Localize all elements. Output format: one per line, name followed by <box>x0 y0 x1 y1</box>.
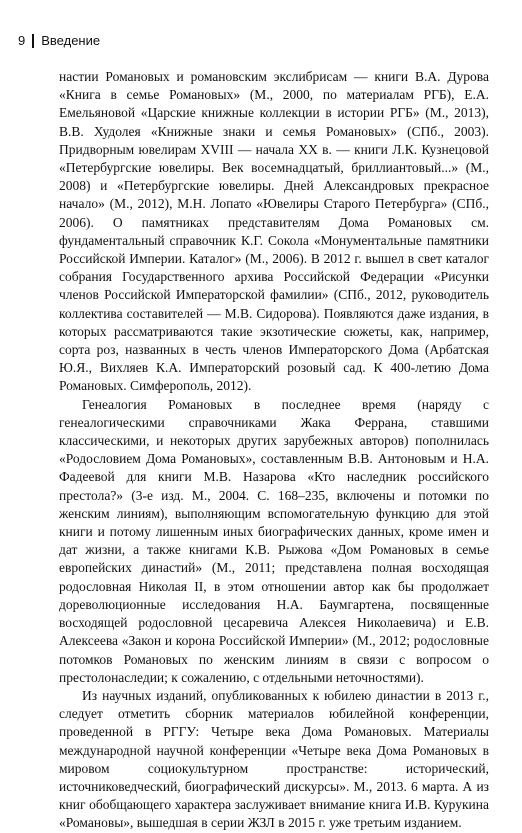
page-number: 9 <box>18 33 26 48</box>
body-text <box>59 68 489 833</box>
paragraph-scholarly-editions: Из научных изданий, опубликованных к юбилею династии в 2013 г., следует отметить сборник материалов юбилейной конференции, проведенной в РГГУ: Четыре века Дома Романовых. Материалы международной научной конференции «Четыре века Дома Романовых в мировом социокультурном пространстве: исторический, источниковедческий, биографический дискурсы». М., 2013. 6 марта. А из книг обобщающего характера заслуживает внимание книга И.В. Курукина «Романовы», вышедшая в серии ЖЗЛ в 2015 г. уже третьим изданием. <box>59 687 489 831</box>
header-separator <box>32 34 34 48</box>
paragraph-genealogy: Генеалогия Романовых в последнее время (наряду с генеалогическими справочниками Жака Феррана, ставшими классическими, и некоторых других зарубежных авторов) пополнилась «Родословием Дома Романовых», составленным В.В. Антоновым и Н.А. Фадеевой для книги М.В. Назарова «Кто наследник российского престола?» (3-е изд. М., 2004. С. 168–235, включены и потомки по женским линиям), выполняющим вспомогательную функцию для этой книги и потому лишенным иных биографических данных, кроме имен и дат жизни, а также книгами К.В. Рыжова «Дом Романовых в семье европейских династий» (М., 2011; представлена полная восходящая родословная Николая II, в этом отношении автор как бы продолжает дореволюционные исследования Н.А. Баумгартена, посвященные восходящей родословной цесаревича Алексея Николаевича) и Е.В. Алексеева «Закон и корона Российской Империи» (М., 2012; родословные потомков Романовых по женским линиям в связи с вопросом о престолонаследии; к сожалению, с отдельными неточностями). <box>59 396 489 685</box>
paragraph-continued: настии Романовых и романовским экслибрисам — книги В.А. Дурова «Книга в семье Романовых» (М., 2000, по материалам РГБ), Е.А. Емельяновой «Царские книжные коллекции в истории РГБ» (М., 2013), В.В. Худолея «Книжные знаки и семья Романовых» (СПб., 2003). Придворным ювелирам XVIII — начала XX в. — книги Л.К. Кузнецовой «Петербургские ювелиры. Век восемнадцатый, бриллиантовый...» (М., 2008) и «Петербургские ювелиры. Дней Александровых прекрасное начало» (М., 2012), М.Н. Лопато «Ювелиры Старого Петербурга» (СПб., 2006). О памятниках представителям Дома Романовых см. фундаментальный справочник К.Г. Сокола «Монументальные памятники Российской Империи. Каталог» (М., 2006). В 2012 г. вышел в свет каталог собрания Государственного архива Российской Федерации «Рисунки членов Российской Императорской фамилии» (СПб., 2012, руководитель коллектива составителей — М.В. Сидорова). Появляются даже издания, в которых рассматриваются такие экзотические сюжеты, как, например, сорта роз, названных в честь членов Императорского Дома (Арбатская Ю.Я., Вихляев К.А. Императорский розовый сад. К 400-летию Дома Романовых. Симферополь, 2012). <box>59 69 489 394</box>
running-head <box>18 33 100 49</box>
section-title: Введение <box>41 33 101 48</box>
